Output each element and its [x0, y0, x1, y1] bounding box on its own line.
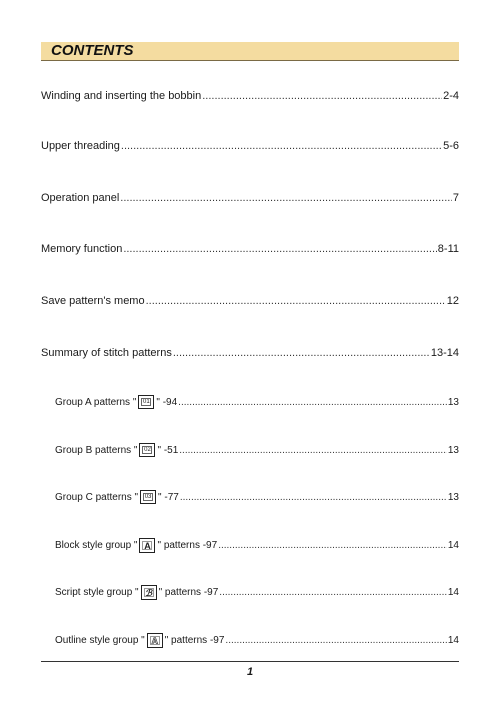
icon-text: 03	[144, 494, 152, 500]
toc-entry-label: Operation panel	[41, 192, 120, 204]
toc-subentry-group-a[interactable]	[55, 395, 459, 409]
dot-leader	[225, 635, 446, 646]
icon-text: A	[151, 636, 158, 645]
outline-letter-a-icon	[147, 633, 163, 648]
toc-entry-page: 14	[447, 635, 459, 646]
dot-leader	[178, 397, 447, 408]
toc-subentry-script-style[interactable]	[55, 585, 459, 600]
dot-leader	[146, 295, 446, 307]
script-letter-a-icon	[141, 585, 157, 600]
toc-entry-page: 14	[447, 540, 459, 551]
toc-subentry-label	[55, 633, 224, 648]
toc-subentry-suffix: " -94	[156, 396, 178, 408]
toc-entry-save-memo[interactable]	[41, 295, 459, 307]
toc-entry-label: Memory function	[41, 243, 123, 255]
toc-entry-page: 7	[452, 192, 459, 204]
toc-subentry-suffix: " -77	[158, 491, 179, 503]
toc-entry-page: 13	[447, 491, 459, 503]
toc-subentry-suffix: " -51	[157, 444, 179, 456]
dot-leader	[219, 587, 447, 598]
toc-subentry-prefix: Group A patterns "	[55, 396, 137, 408]
footer-divider	[41, 661, 459, 662]
pattern-group-a-icon	[138, 395, 154, 409]
page-number: 1	[246, 666, 254, 678]
toc-subentry-group-c[interactable]	[55, 490, 459, 504]
toc-entry-label: Upper threading	[41, 140, 120, 152]
toc-entry-bobbin[interactable]	[41, 90, 459, 102]
toc-entry-label: Save pattern's memo	[41, 295, 145, 307]
page-title: CONTENTS	[51, 42, 134, 59]
toc-subentry-outline-style[interactable]	[55, 633, 459, 648]
toc-entry-memory-function[interactable]	[41, 243, 459, 255]
toc-subentry-suffix: " patterns -97	[157, 540, 218, 551]
toc-entry-page: 13	[447, 444, 459, 456]
icon-text: 01	[143, 399, 150, 405]
dot-leader	[180, 492, 447, 503]
toc-subentry-prefix: Outline style group "	[55, 635, 145, 646]
toc-entry-page: 5-6	[443, 140, 459, 152]
toc-subentry-prefix: Script style group "	[55, 587, 139, 598]
toc-subentry-label	[55, 490, 179, 504]
toc-subentry-suffix: " patterns -97	[164, 635, 225, 646]
dot-leader	[173, 347, 430, 359]
toc-entry-page: 12	[446, 295, 459, 307]
toc-subentry-group-b[interactable]	[55, 443, 459, 457]
toc-subentry-label	[55, 395, 177, 409]
toc-subentry-prefix: Block style group "	[55, 540, 138, 551]
block-letter-a-icon	[139, 538, 155, 553]
toc-entry-page: 2-4	[443, 90, 459, 102]
dot-leader	[218, 540, 447, 551]
pattern-group-c-icon	[140, 490, 156, 504]
toc-entry-label: Summary of stitch patterns	[41, 347, 172, 359]
toc-subentry-label	[55, 585, 218, 600]
dot-leader	[179, 445, 447, 456]
toc-subentry-prefix: Group C patterns "	[55, 491, 139, 503]
toc-subentry-block-style[interactable]	[55, 538, 459, 553]
dot-leader	[123, 243, 436, 255]
toc-entry-operation-panel[interactable]	[41, 192, 459, 204]
toc-entry-label: Winding and inserting the bobbin	[41, 90, 202, 102]
toc-entry-upper-threading[interactable]	[41, 140, 459, 152]
pattern-group-b-icon	[139, 443, 155, 457]
toc-entry-page: 14	[447, 587, 459, 598]
icon-text: 02	[144, 447, 151, 453]
toc-entry-page: 13-14	[430, 347, 459, 359]
toc-entry-page: 13	[447, 396, 459, 408]
toc-subentry-label	[55, 443, 178, 457]
dot-leader	[202, 90, 442, 102]
toc-entry-page: 8-11	[437, 243, 459, 255]
toc-entry-summary[interactable]	[41, 347, 459, 359]
icon-text: ℬ	[145, 588, 153, 597]
toc-subentry-suffix: " patterns -97	[158, 587, 219, 598]
toc-subentry-prefix: Group B patterns "	[55, 444, 138, 456]
icon-text: A	[144, 541, 151, 550]
dot-leader	[121, 140, 442, 152]
contents-header	[41, 42, 459, 61]
toc-subentry-label	[55, 538, 217, 553]
dot-leader	[120, 192, 452, 204]
